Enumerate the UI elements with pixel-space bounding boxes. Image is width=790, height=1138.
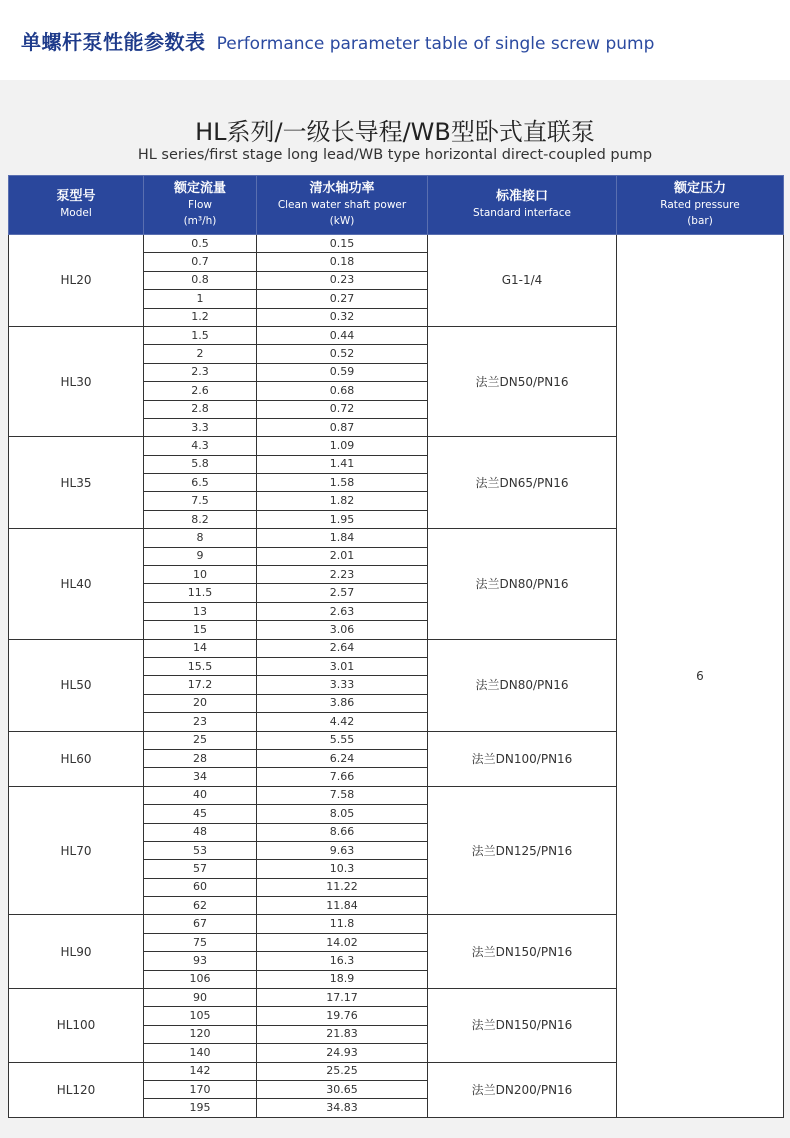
interface-cell: 法兰DN200/PN16 [428,1062,617,1117]
column-header-en: Rated pressure [660,199,740,211]
power-cell: 7.66 [257,768,428,786]
power-cell: 17.17 [257,989,428,1007]
flow-cell: 105 [144,1007,257,1025]
flow-cell: 48 [144,823,257,841]
power-cell: 1.41 [257,455,428,473]
power-cell: 0.18 [257,253,428,271]
flow-cell: 60 [144,878,257,896]
power-cell: 0.27 [257,290,428,308]
flow-cell: 1.2 [144,308,257,326]
column-header-power [257,176,428,235]
power-cell: 0.23 [257,271,428,289]
model-cell: HL30 [9,326,144,436]
column-header-en: Flow [188,199,212,211]
power-cell: 10.3 [257,860,428,878]
flow-cell: 15 [144,621,257,639]
model-cell: HL100 [9,989,144,1063]
power-cell: 1.82 [257,492,428,510]
power-cell: 2.57 [257,584,428,602]
flow-cell: 9 [144,547,257,565]
power-cell: 0.52 [257,345,428,363]
power-cell: 0.72 [257,400,428,418]
interface-cell: 法兰DN150/PN16 [428,915,617,989]
model-cell: HL20 [9,235,144,327]
flow-cell: 2.6 [144,382,257,400]
power-cell: 0.68 [257,382,428,400]
column-header-model [9,176,144,235]
interface-cell: 法兰DN150/PN16 [428,989,617,1063]
table-header-row [9,176,784,235]
flow-cell: 3.3 [144,418,257,436]
power-cell: 2.63 [257,602,428,620]
flow-cell: 40 [144,786,257,804]
flow-cell: 106 [144,970,257,988]
column-header-cn: 标准接口 [495,189,548,204]
flow-cell: 34 [144,768,257,786]
flow-cell: 1.5 [144,326,257,344]
power-cell: 30.65 [257,1080,428,1098]
column-header-en: Clean water shaft power [277,199,407,211]
power-cell: 7.58 [257,786,428,804]
power-cell: 0.44 [257,326,428,344]
model-cell: HL120 [9,1062,144,1117]
power-cell: 9.63 [257,841,428,859]
power-cell: 1.84 [257,529,428,547]
flow-cell: 75 [144,933,257,951]
power-cell: 11.84 [257,897,428,915]
interface-cell: 法兰DN80/PN16 [428,529,617,639]
power-cell: 11.8 [257,915,428,933]
flow-cell: 0.7 [144,253,257,271]
power-cell: 3.06 [257,621,428,639]
power-cell: 1.95 [257,510,428,528]
power-cell: 1.09 [257,437,428,455]
column-header-flow [144,176,257,235]
model-cell: HL90 [9,915,144,989]
column-header-en: Standard interface [473,207,571,219]
table-title-en: HL series/first stage long lead/WB type horizontal direct-coupled pump [137,147,653,163]
page-title-cn: 单螺杆泵性能参数表 [21,30,206,54]
power-cell: 5.55 [257,731,428,749]
power-cell: 4.42 [257,713,428,731]
interface-cell: G1-1/4 [428,235,617,327]
column-header-pressure [617,176,784,235]
column-header-unit: (m³/h) [183,215,217,227]
rated-pressure-cell: 6 [617,235,784,1118]
page-title [21,26,654,55]
interface-cell: 法兰DN100/PN16 [428,731,617,786]
flow-cell: 0.8 [144,271,257,289]
power-cell: 8.66 [257,823,428,841]
table-body [9,235,784,1118]
flow-cell: 28 [144,749,257,767]
model-cell: HL70 [9,786,144,915]
power-cell: 2.23 [257,566,428,584]
column-header-en: Model [60,207,92,219]
power-cell: 11.22 [257,878,428,896]
column-header-interface [428,176,617,235]
column-header-cn: 泵型号 [56,189,96,204]
model-cell: HL60 [9,731,144,786]
interface-cell: 法兰DN50/PN16 [428,326,617,436]
flow-cell: 8.2 [144,510,257,528]
power-cell: 0.87 [257,418,428,436]
power-cell: 0.32 [257,308,428,326]
flow-cell: 62 [144,897,257,915]
flow-cell: 2.8 [144,400,257,418]
flow-cell: 23 [144,713,257,731]
flow-cell: 120 [144,1025,257,1043]
page-header [0,0,790,80]
power-cell: 3.33 [257,676,428,694]
flow-cell: 5.8 [144,455,257,473]
column-header-cn: 额定流量 [173,181,226,196]
flow-cell: 45 [144,805,257,823]
power-cell: 6.24 [257,749,428,767]
flow-cell: 10 [144,566,257,584]
power-cell: 14.02 [257,933,428,951]
flow-cell: 170 [144,1080,257,1098]
power-cell: 2.01 [257,547,428,565]
power-cell: 8.05 [257,805,428,823]
flow-cell: 15.5 [144,657,257,675]
column-header-cn: 清水轴功率 [309,181,375,196]
power-cell: 21.83 [257,1025,428,1043]
performance-table [8,175,784,1118]
power-cell: 34.83 [257,1099,428,1117]
power-cell: 19.76 [257,1007,428,1025]
interface-cell: 法兰DN125/PN16 [428,786,617,915]
column-header-unit: (kW) [329,215,355,227]
flow-cell: 195 [144,1099,257,1117]
flow-cell: 6.5 [144,474,257,492]
model-cell: HL35 [9,437,144,529]
flow-cell: 67 [144,915,257,933]
flow-cell: 20 [144,694,257,712]
interface-cell: 法兰DN80/PN16 [428,639,617,731]
page-title-en: Performance parameter table of single screw pump [216,34,655,54]
flow-cell: 8 [144,529,257,547]
flow-cell: 53 [144,841,257,859]
flow-cell: 4.3 [144,437,257,455]
flow-cell: 13 [144,602,257,620]
flow-cell: 1 [144,290,257,308]
flow-cell: 17.2 [144,676,257,694]
interface-cell: 法兰DN65/PN16 [428,437,617,529]
power-cell: 25.25 [257,1062,428,1080]
model-cell: HL40 [9,529,144,639]
flow-cell: 0.5 [144,235,257,253]
power-cell: 1.58 [257,474,428,492]
power-cell: 0.59 [257,363,428,381]
column-header-unit: (bar) [687,215,713,227]
power-cell: 2.64 [257,639,428,657]
flow-cell: 7.5 [144,492,257,510]
power-cell: 3.01 [257,657,428,675]
power-cell: 3.86 [257,694,428,712]
flow-cell: 11.5 [144,584,257,602]
flow-cell: 90 [144,989,257,1007]
flow-cell: 142 [144,1062,257,1080]
flow-cell: 2.3 [144,363,257,381]
flow-cell: 25 [144,731,257,749]
model-cell: HL50 [9,639,144,731]
flow-cell: 140 [144,1044,257,1062]
power-cell: 18.9 [257,970,428,988]
flow-cell: 93 [144,952,257,970]
table-row [9,235,784,253]
flow-cell: 57 [144,860,257,878]
flow-cell: 2 [144,345,257,363]
table-title-cn: HL系列/一级长导程/WB型卧式直联泵 [195,118,595,146]
power-cell: 24.93 [257,1044,428,1062]
power-cell: 16.3 [257,952,428,970]
flow-cell: 14 [144,639,257,657]
column-header-cn: 额定压力 [673,181,726,196]
power-cell: 0.15 [257,235,428,253]
